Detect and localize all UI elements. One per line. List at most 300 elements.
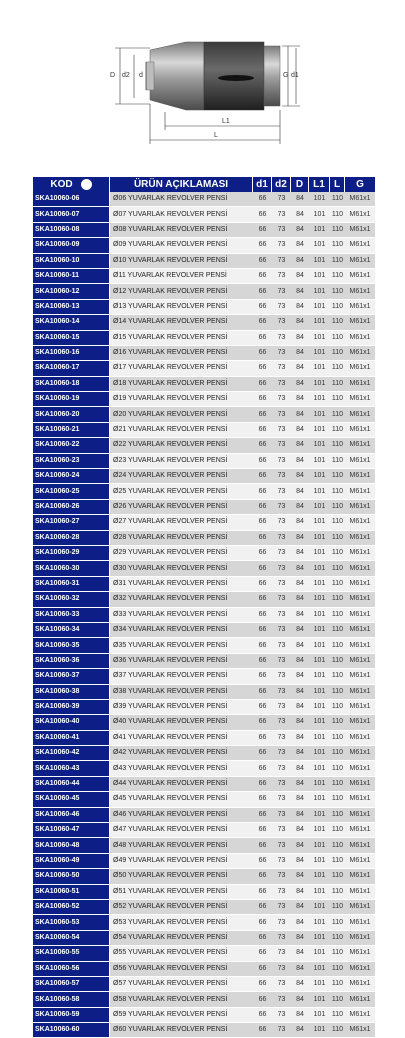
- row-G: M61x1: [345, 407, 375, 422]
- row-d2: 73: [272, 700, 291, 715]
- row-code: SKA10060-08: [33, 223, 110, 238]
- row-d1: 66: [253, 561, 272, 576]
- row-d2: 73: [272, 500, 291, 515]
- row-code: SKA10060-24: [33, 469, 110, 484]
- row-d2: 73: [272, 854, 291, 869]
- row-code: SKA10060-41: [33, 731, 110, 746]
- row-L1: 101: [309, 808, 330, 823]
- row-d2: 73: [272, 207, 291, 222]
- row-D: 84: [291, 438, 309, 453]
- row-d1: 66: [253, 992, 272, 1007]
- row-code: SKA10060-45: [33, 792, 110, 807]
- row-d1: 66: [253, 608, 272, 623]
- row-description: Ø26 YUVARLAK REVOLVER PENSİ: [110, 500, 253, 515]
- row-L1: 101: [309, 284, 330, 299]
- row-code: SKA10060-34: [33, 623, 110, 638]
- row-D: 84: [291, 715, 309, 730]
- row-L: 110: [330, 531, 345, 546]
- row-description: Ø29 YUVARLAK REVOLVER PENSİ: [110, 546, 253, 561]
- row-L1: 101: [309, 638, 330, 653]
- row-G: M61x1: [345, 761, 375, 776]
- row-D: 84: [291, 1023, 309, 1038]
- row-code: SKA10060-27: [33, 515, 110, 530]
- row-d2: 73: [272, 592, 291, 607]
- dim-label-L: L: [214, 132, 218, 139]
- row-L1: 101: [309, 577, 330, 592]
- row-L: 110: [330, 331, 345, 346]
- row-L1: 101: [309, 731, 330, 746]
- row-D: 84: [291, 700, 309, 715]
- row-description: Ø14 YUVARLAK REVOLVER PENSİ: [110, 315, 253, 330]
- row-D: 84: [291, 915, 309, 930]
- row-L1: 101: [309, 592, 330, 607]
- row-L1: 101: [309, 761, 330, 776]
- row-d1: 66: [253, 746, 272, 761]
- header-G: G: [345, 177, 375, 192]
- row-code: SKA10060-11: [33, 269, 110, 284]
- row-description: Ø30 YUVARLAK REVOLVER PENSİ: [110, 561, 253, 576]
- row-L: 110: [330, 438, 345, 453]
- row-d2: 73: [272, 669, 291, 684]
- row-d1: 66: [253, 454, 272, 469]
- table-row: [33, 885, 375, 900]
- row-G: M61x1: [345, 454, 375, 469]
- row-G: M61x1: [345, 915, 375, 930]
- row-code: SKA10060-60: [33, 1023, 110, 1038]
- table-row: [33, 777, 375, 792]
- row-G: M61x1: [345, 284, 375, 299]
- row-d2: 73: [272, 731, 291, 746]
- row-D: 84: [291, 623, 309, 638]
- row-G: M61x1: [345, 685, 375, 700]
- row-d2: 73: [272, 346, 291, 361]
- row-description: Ø52 YUVARLAK REVOLVER PENSİ: [110, 900, 253, 915]
- row-description: Ø33 YUVARLAK REVOLVER PENSİ: [110, 608, 253, 623]
- row-d1: 66: [253, 946, 272, 961]
- row-description: Ø60 YUVARLAK REVOLVER PENSİ: [110, 1023, 253, 1038]
- row-G: M61x1: [345, 331, 375, 346]
- row-D: 84: [291, 254, 309, 269]
- row-G: M61x1: [345, 238, 375, 253]
- table-row: [33, 561, 375, 576]
- row-L1: 101: [309, 377, 330, 392]
- row-d2: 73: [272, 608, 291, 623]
- table-row: [33, 361, 375, 376]
- table-header-row: [33, 177, 375, 192]
- row-description: Ø06 YUVARLAK REVOLVER PENSİ: [110, 192, 253, 207]
- row-d2: 73: [272, 977, 291, 992]
- row-code: SKA10060-06: [33, 192, 110, 207]
- table-row: [33, 1023, 375, 1038]
- row-L: 110: [330, 931, 345, 946]
- row-code: SKA10060-38: [33, 685, 110, 700]
- technical-drawing: [0, 0, 405, 175]
- row-description: Ø07 YUVARLAK REVOLVER PENSİ: [110, 207, 253, 222]
- row-d1: 66: [253, 192, 272, 207]
- row-L1: 101: [309, 931, 330, 946]
- row-code: SKA10060-48: [33, 838, 110, 853]
- table-row: [33, 238, 375, 253]
- row-D: 84: [291, 731, 309, 746]
- row-code: SKA10060-53: [33, 915, 110, 930]
- row-G: M61x1: [345, 377, 375, 392]
- table-row: [33, 531, 375, 546]
- row-description: Ø16 YUVARLAK REVOLVER PENSİ: [110, 346, 253, 361]
- row-D: 84: [291, 977, 309, 992]
- row-D: 84: [291, 669, 309, 684]
- row-L: 110: [330, 900, 345, 915]
- row-d1: 66: [253, 315, 272, 330]
- row-d1: 66: [253, 500, 272, 515]
- row-L: 110: [330, 515, 345, 530]
- row-description: Ø08 YUVARLAK REVOLVER PENSİ: [110, 223, 253, 238]
- row-G: M61x1: [345, 438, 375, 453]
- table-row: [33, 808, 375, 823]
- row-description: Ø56 YUVARLAK REVOLVER PENSİ: [110, 962, 253, 977]
- row-L1: 101: [309, 331, 330, 346]
- row-G: M61x1: [345, 592, 375, 607]
- row-d1: 66: [253, 469, 272, 484]
- table-row: [33, 423, 375, 438]
- row-G: M61x1: [345, 515, 375, 530]
- row-G: M61x1: [345, 484, 375, 499]
- row-L1: 101: [309, 500, 330, 515]
- row-description: Ø28 YUVARLAK REVOLVER PENSİ: [110, 531, 253, 546]
- row-G: M61x1: [345, 638, 375, 653]
- row-L: 110: [330, 746, 345, 761]
- collet-head: [150, 42, 204, 110]
- row-L: 110: [330, 838, 345, 853]
- row-L1: 101: [309, 869, 330, 884]
- row-D: 84: [291, 931, 309, 946]
- row-d1: 66: [253, 731, 272, 746]
- table-row: [33, 792, 375, 807]
- row-description: Ø35 YUVARLAK REVOLVER PENSİ: [110, 638, 253, 653]
- row-G: M61x1: [345, 931, 375, 946]
- row-code: SKA10060-36: [33, 654, 110, 669]
- row-d1: 66: [253, 838, 272, 853]
- row-L: 110: [330, 592, 345, 607]
- collet-slot: [218, 75, 254, 81]
- row-D: 84: [291, 746, 309, 761]
- row-code: SKA10060-57: [33, 977, 110, 992]
- row-L1: 101: [309, 838, 330, 853]
- row-G: M61x1: [345, 792, 375, 807]
- row-code: SKA10060-46: [33, 808, 110, 823]
- row-description: Ø19 YUVARLAK REVOLVER PENSİ: [110, 392, 253, 407]
- row-L1: 101: [309, 207, 330, 222]
- row-G: M61x1: [345, 808, 375, 823]
- row-description: Ø57 YUVARLAK REVOLVER PENSİ: [110, 977, 253, 992]
- row-code: SKA10060-19: [33, 392, 110, 407]
- header-d1: d1: [253, 177, 272, 192]
- row-D: 84: [291, 992, 309, 1007]
- row-L1: 101: [309, 454, 330, 469]
- row-d1: 66: [253, 931, 272, 946]
- table-row: [33, 962, 375, 977]
- table-row: [33, 484, 375, 499]
- row-L1: 101: [309, 915, 330, 930]
- row-d1: 66: [253, 1023, 272, 1038]
- row-L: 110: [330, 638, 345, 653]
- row-G: M61x1: [345, 1023, 375, 1038]
- row-L: 110: [330, 377, 345, 392]
- row-d2: 73: [272, 900, 291, 915]
- row-d1: 66: [253, 915, 272, 930]
- row-d1: 66: [253, 823, 272, 838]
- table-row: [33, 854, 375, 869]
- row-G: M61x1: [345, 392, 375, 407]
- row-L1: 101: [309, 823, 330, 838]
- row-L: 110: [330, 484, 345, 499]
- row-description: Ø34 YUVARLAK REVOLVER PENSİ: [110, 623, 253, 638]
- row-description: Ø36 YUVARLAK REVOLVER PENSİ: [110, 654, 253, 669]
- row-d2: 73: [272, 915, 291, 930]
- row-L: 110: [330, 284, 345, 299]
- product-table: [33, 177, 375, 1038]
- row-description: Ø15 YUVARLAK REVOLVER PENSİ: [110, 331, 253, 346]
- row-L1: 101: [309, 700, 330, 715]
- table-row: [33, 746, 375, 761]
- row-G: M61x1: [345, 254, 375, 269]
- row-L1: 101: [309, 469, 330, 484]
- row-L: 110: [330, 869, 345, 884]
- row-L: 110: [330, 207, 345, 222]
- row-d1: 66: [253, 238, 272, 253]
- row-code: SKA10060-51: [33, 885, 110, 900]
- row-description: Ø45 YUVARLAK REVOLVER PENSİ: [110, 792, 253, 807]
- row-d1: 66: [253, 977, 272, 992]
- row-d1: 66: [253, 592, 272, 607]
- row-d2: 73: [272, 392, 291, 407]
- table-row: [33, 838, 375, 853]
- row-G: M61x1: [345, 946, 375, 961]
- row-L1: 101: [309, 531, 330, 546]
- row-d2: 73: [272, 838, 291, 853]
- table-row: [33, 284, 375, 299]
- row-code: SKA10060-13: [33, 300, 110, 315]
- row-L1: 101: [309, 546, 330, 561]
- row-description: Ø39 YUVARLAK REVOLVER PENSİ: [110, 700, 253, 715]
- row-L: 110: [330, 469, 345, 484]
- row-G: M61x1: [345, 361, 375, 376]
- dim-label-d2: d2: [122, 72, 130, 79]
- row-d2: 73: [272, 423, 291, 438]
- row-L: 110: [330, 546, 345, 561]
- row-L: 110: [330, 361, 345, 376]
- row-L1: 101: [309, 484, 330, 499]
- row-D: 84: [291, 761, 309, 776]
- collet-thread: [264, 46, 280, 106]
- row-L: 110: [330, 223, 345, 238]
- row-L: 110: [330, 946, 345, 961]
- row-code: SKA10060-12: [33, 284, 110, 299]
- row-d2: 73: [272, 300, 291, 315]
- row-L: 110: [330, 407, 345, 422]
- row-d1: 66: [253, 361, 272, 376]
- row-d2: 73: [272, 761, 291, 776]
- row-d1: 66: [253, 669, 272, 684]
- row-code: SKA10060-21: [33, 423, 110, 438]
- row-L: 110: [330, 685, 345, 700]
- row-d2: 73: [272, 192, 291, 207]
- row-L1: 101: [309, 715, 330, 730]
- row-D: 84: [291, 808, 309, 823]
- row-L: 110: [330, 254, 345, 269]
- row-L: 110: [330, 669, 345, 684]
- header-kod-label: KOD: [50, 179, 73, 190]
- row-code: SKA10060-55: [33, 946, 110, 961]
- table-row: [33, 469, 375, 484]
- row-L1: 101: [309, 746, 330, 761]
- row-L: 110: [330, 808, 345, 823]
- row-D: 84: [291, 561, 309, 576]
- row-D: 84: [291, 823, 309, 838]
- row-description: Ø53 YUVARLAK REVOLVER PENSİ: [110, 915, 253, 930]
- row-d2: 73: [272, 377, 291, 392]
- row-d2: 73: [272, 469, 291, 484]
- row-G: M61x1: [345, 561, 375, 576]
- row-code: SKA10060-15: [33, 331, 110, 346]
- row-G: M61x1: [345, 977, 375, 992]
- row-D: 84: [291, 207, 309, 222]
- row-L: 110: [330, 269, 345, 284]
- table-row: [33, 515, 375, 530]
- row-d1: 66: [253, 654, 272, 669]
- row-description: Ø59 YUVARLAK REVOLVER PENSİ: [110, 1008, 253, 1023]
- row-L: 110: [330, 992, 345, 1007]
- row-d1: 66: [253, 223, 272, 238]
- row-description: Ø31 YUVARLAK REVOLVER PENSİ: [110, 577, 253, 592]
- row-D: 84: [291, 946, 309, 961]
- row-L: 110: [330, 885, 345, 900]
- row-description: Ø18 YUVARLAK REVOLVER PENSİ: [110, 377, 253, 392]
- row-d2: 73: [272, 715, 291, 730]
- row-d2: 73: [272, 792, 291, 807]
- row-L1: 101: [309, 223, 330, 238]
- row-L: 110: [330, 315, 345, 330]
- row-G: M61x1: [345, 962, 375, 977]
- row-description: Ø43 YUVARLAK REVOLVER PENSİ: [110, 761, 253, 776]
- row-d2: 73: [272, 223, 291, 238]
- row-L1: 101: [309, 608, 330, 623]
- row-description: Ø09 YUVARLAK REVOLVER PENSİ: [110, 238, 253, 253]
- row-D: 84: [291, 531, 309, 546]
- row-D: 84: [291, 592, 309, 607]
- table-row: [33, 331, 375, 346]
- row-d1: 66: [253, 685, 272, 700]
- row-d2: 73: [272, 315, 291, 330]
- table-row: [33, 669, 375, 684]
- row-L1: 101: [309, 669, 330, 684]
- row-L: 110: [330, 792, 345, 807]
- row-L1: 101: [309, 407, 330, 422]
- row-code: SKA10060-23: [33, 454, 110, 469]
- row-code: SKA10060-32: [33, 592, 110, 607]
- row-G: M61x1: [345, 900, 375, 915]
- header-L1: L1: [309, 177, 330, 192]
- row-D: 84: [291, 469, 309, 484]
- row-d2: 73: [272, 808, 291, 823]
- row-D: 84: [291, 608, 309, 623]
- row-d2: 73: [272, 885, 291, 900]
- row-L1: 101: [309, 438, 330, 453]
- row-d1: 66: [253, 515, 272, 530]
- row-d2: 73: [272, 638, 291, 653]
- row-L: 110: [330, 238, 345, 253]
- row-D: 84: [291, 546, 309, 561]
- row-d2: 73: [272, 823, 291, 838]
- row-D: 84: [291, 638, 309, 653]
- row-d1: 66: [253, 777, 272, 792]
- row-L1: 101: [309, 361, 330, 376]
- table-row: [33, 500, 375, 515]
- row-d2: 73: [272, 1008, 291, 1023]
- row-description: Ø48 YUVARLAK REVOLVER PENSİ: [110, 838, 253, 853]
- table-body: [33, 192, 375, 1038]
- row-L1: 101: [309, 777, 330, 792]
- row-d1: 66: [253, 407, 272, 422]
- table-row: [33, 654, 375, 669]
- row-G: M61x1: [345, 715, 375, 730]
- row-description: Ø10 YUVARLAK REVOLVER PENSİ: [110, 254, 253, 269]
- row-L: 110: [330, 608, 345, 623]
- row-L1: 101: [309, 900, 330, 915]
- header-kod: [33, 177, 110, 192]
- row-d2: 73: [272, 654, 291, 669]
- row-L: 110: [330, 1023, 345, 1038]
- collet-bore: [146, 62, 154, 90]
- row-L: 110: [330, 962, 345, 977]
- row-D: 84: [291, 577, 309, 592]
- row-code: SKA10060-26: [33, 500, 110, 515]
- row-d1: 66: [253, 377, 272, 392]
- row-code: SKA10060-22: [33, 438, 110, 453]
- table-row: [33, 731, 375, 746]
- row-d1: 66: [253, 962, 272, 977]
- table-row: [33, 823, 375, 838]
- row-d2: 73: [272, 777, 291, 792]
- row-L: 110: [330, 346, 345, 361]
- row-description: Ø54 YUVARLAK REVOLVER PENSİ: [110, 931, 253, 946]
- row-code: SKA10060-33: [33, 608, 110, 623]
- row-description: Ø20 YUVARLAK REVOLVER PENSİ: [110, 407, 253, 422]
- row-d1: 66: [253, 808, 272, 823]
- table-row: [33, 900, 375, 915]
- row-description: Ø17 YUVARLAK REVOLVER PENSİ: [110, 361, 253, 376]
- row-d2: 73: [272, 946, 291, 961]
- table-row: [33, 931, 375, 946]
- row-L1: 101: [309, 992, 330, 1007]
- circle-icon: [81, 179, 92, 190]
- row-d2: 73: [272, 962, 291, 977]
- row-G: M61x1: [345, 838, 375, 853]
- table-row: [33, 700, 375, 715]
- row-D: 84: [291, 885, 309, 900]
- row-d1: 66: [253, 1008, 272, 1023]
- row-d2: 73: [272, 254, 291, 269]
- row-description: Ø27 YUVARLAK REVOLVER PENSİ: [110, 515, 253, 530]
- row-D: 84: [291, 1008, 309, 1023]
- row-description: Ø50 YUVARLAK REVOLVER PENSİ: [110, 869, 253, 884]
- row-D: 84: [291, 654, 309, 669]
- row-D: 84: [291, 515, 309, 530]
- row-G: M61x1: [345, 192, 375, 207]
- table-row: [33, 946, 375, 961]
- table-row: [33, 392, 375, 407]
- row-d1: 66: [253, 207, 272, 222]
- row-code: SKA10060-16: [33, 346, 110, 361]
